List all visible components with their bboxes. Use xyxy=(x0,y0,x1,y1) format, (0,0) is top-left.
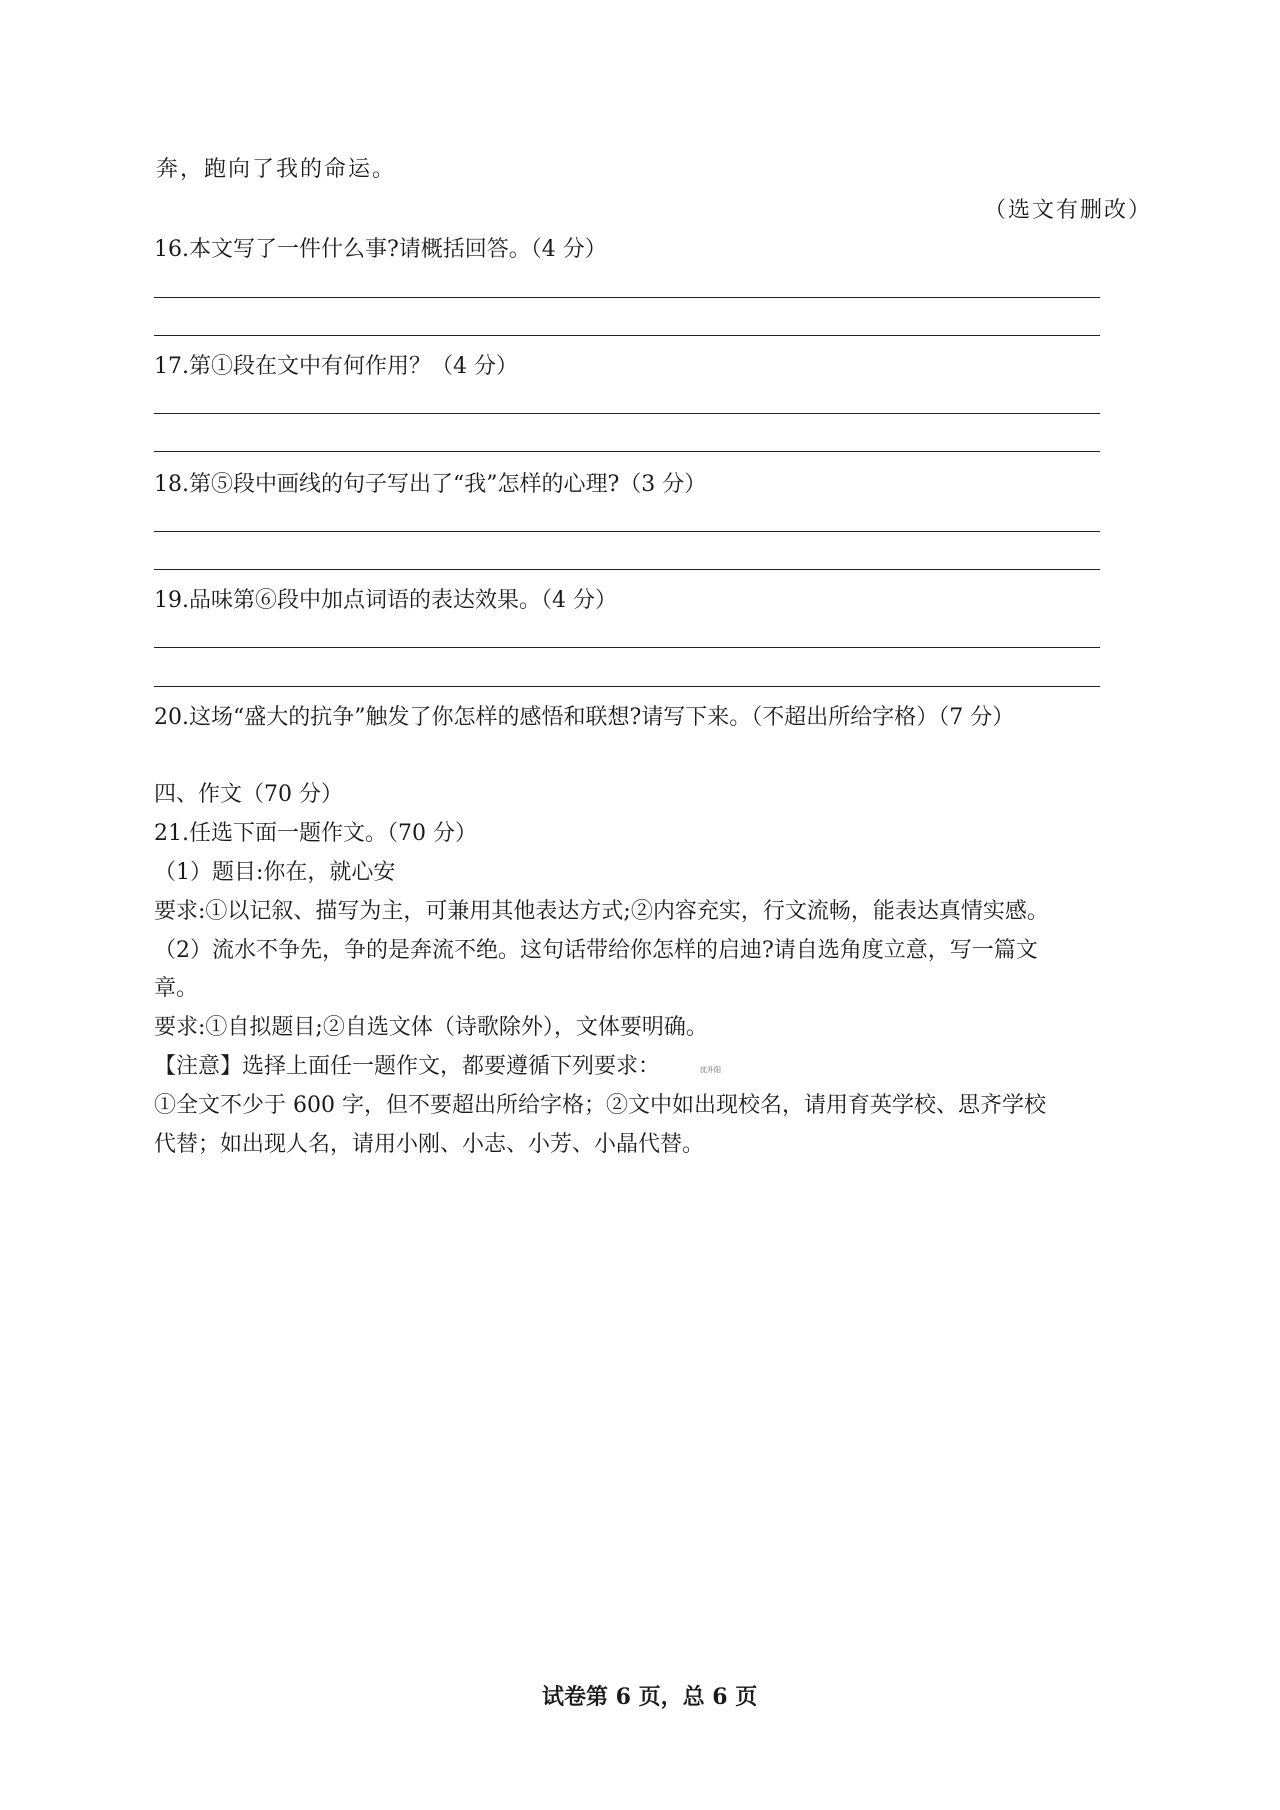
essay-option-1-title: （1）题目:你在，就心安 xyxy=(154,860,396,885)
answer-line xyxy=(154,297,1100,298)
answer-line xyxy=(154,686,1100,687)
answer-line xyxy=(154,569,1100,570)
question-19: 19.品味第⑥段中加点词语的表达效果。（4 分） xyxy=(154,588,617,613)
essay-notice-line-2: 代替；如出现人名，请用小刚、小志、小芳、小晶代替。 xyxy=(154,1132,705,1157)
essay-section-title: 四、作文（70 分） xyxy=(154,782,343,807)
essay-notice: 【注意】选择上面任一题作文，都要遵循下列要求： xyxy=(154,1054,661,1079)
answer-line xyxy=(154,413,1100,414)
answer-line xyxy=(154,647,1100,648)
source-note: （选文有删改） xyxy=(984,198,1153,223)
essay-option-2-requirement: 要求:①自拟题目;②自选文体（诗歌除外），文体要明确。 xyxy=(154,1015,708,1040)
question-18: 18.第⑤段中画线的句子写出了“我”怎样的心理?（3 分） xyxy=(154,472,707,497)
passage-last-line: 奔，跑向了我的命运。 xyxy=(156,157,397,182)
question-16: 16.本文写了一件什么事?请概括回答。（4 分） xyxy=(154,237,607,262)
question-20: 20.这场“盛大的抗争”触发了你怎样的感悟和联想?请写下来。（不超出所给字格）（7 分） xyxy=(154,705,1015,730)
essay-notice-line-1: ①全文不少于 600 字，但不要超出所给字格；②文中如出现校名，请用育英学校、思齐学校 xyxy=(154,1093,1046,1118)
answer-line xyxy=(154,335,1100,336)
notice-watermark-mark: 沈升阳 xyxy=(700,1066,721,1074)
essay-option-2-line-2: 章。 xyxy=(154,976,199,1001)
answer-line xyxy=(154,531,1100,532)
question-17: 17.第①段在文中有何作用？（4 分） xyxy=(154,354,518,379)
answer-line xyxy=(154,451,1100,452)
question-21: 21.任选下面一题作文。（70 分） xyxy=(154,821,477,846)
page-footer: 试卷第 6 页，总 6 页 xyxy=(542,1684,758,1710)
essay-option-2-line-1: （2）流水不争先，争的是奔流不绝。这句话带给你怎样的启迪?请自选角度立意，写一篇文 xyxy=(154,938,1038,963)
essay-option-1-requirement: 要求:①以记叙、描写为主，可兼用其他表达方式;②内容充实，行文流畅，能表达真情实感。 xyxy=(154,899,1049,924)
